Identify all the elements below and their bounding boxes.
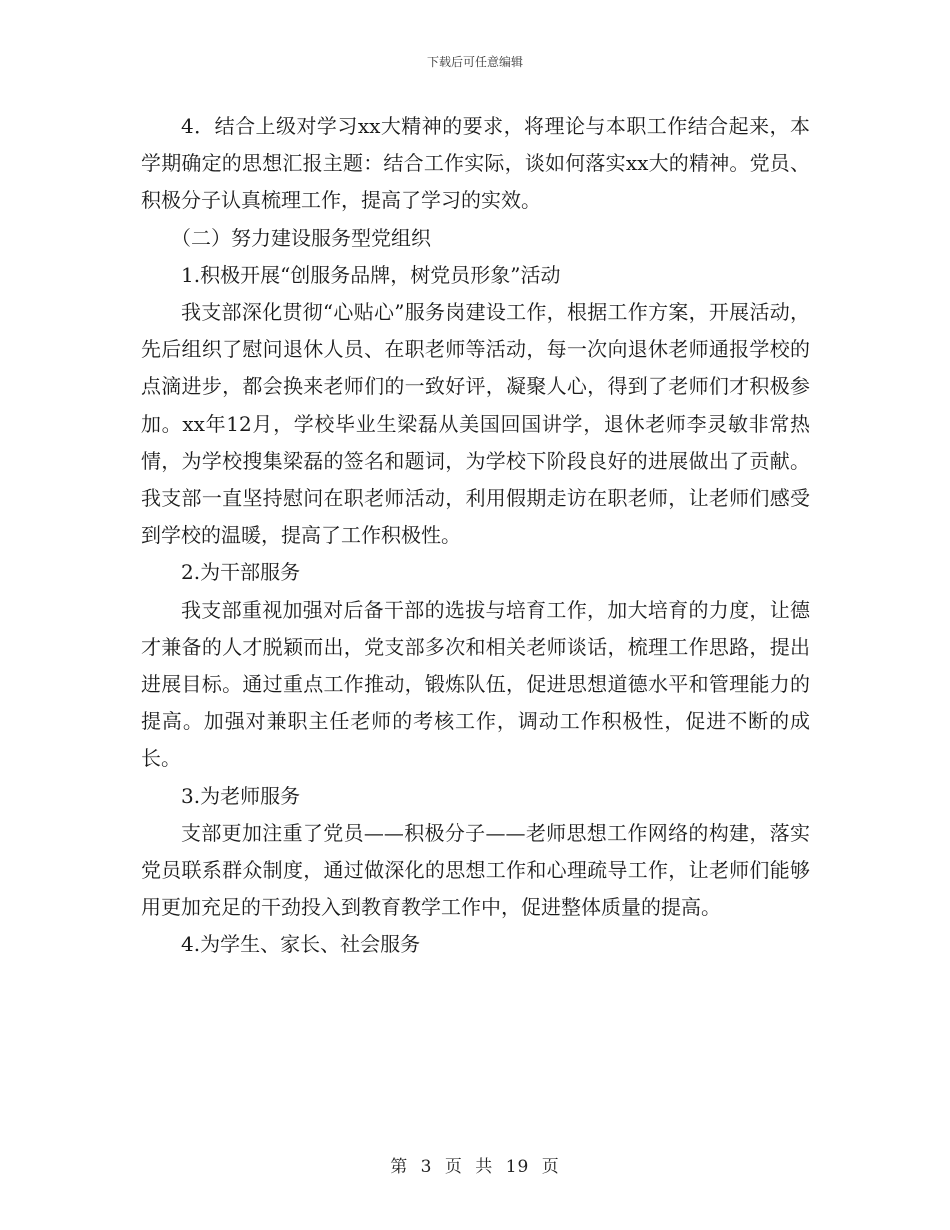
- page-footer: [0, 1152, 950, 1177]
- paragraph-service-brand: 我支部深化贯彻“心贴心”服务岗建设工作，根据工作方案，开展活动，先后组织了慰问退休人员、在职老师等活动，每一次向退休老师通报学校的点滴进步，都会换来老师们的一致好评，凝聚人心，得到了老师们才积极参加。xx年12月，学校毕业生梁磊从美国回国讲学，退休老师李灵敏非常热情，为学校搜集梁磊的签名和题词，为学校下阶段良好的进展做出了贡献。我支部一直坚持慰问在职老师活动，利用假期走访在职老师，让老师们感受到学校的温暖，提高了工作积极性。: [141, 300, 810, 548]
- subsection-heading-4: 4.为学生、家长、社会服务: [181, 932, 421, 957]
- section-heading-2: （二）努力建设服务型党组织: [171, 225, 431, 250]
- subsection-heading-3: 3.为老师服务: [181, 783, 301, 808]
- footer-total-pages: 19: [505, 1157, 530, 1177]
- footer-page-word: 页: [444, 1157, 463, 1177]
- footer-total-word: 共: [475, 1157, 494, 1177]
- page-header-note: 下载后可任意编辑: [426, 55, 523, 69]
- subsection-heading-2: 2.为干部服务: [181, 560, 301, 585]
- paragraph-teacher-service: 支部更加注重了党员——积极分子——老师思想工作网络的构建，落实党员联系群众制度，通过做深化的思想工作和心理疏导工作，让老师们能够用更加充足的干劲投入到教育教学工作中，促进整体质量的提高。: [141, 820, 810, 920]
- footer-suffix: 页: [541, 1157, 560, 1177]
- footer-prefix: 第: [390, 1157, 409, 1177]
- paragraph-cadre-service: 我支部重视加强对后备干部的选拔与培育工作，加大培育的力度，让德才兼备的人才脱颖而出，党支部多次和相关老师谈话，梳理工作思路，提出进展目标。通过重点工作推动，锻炼队伍，促进思想道德水平和管理能力的提高。加强对兼职主任老师的考核工作，调动工作积极性，促进不断的成长。: [141, 597, 810, 771]
- footer-current-page: 3: [420, 1157, 433, 1177]
- document-body: [141, 108, 810, 964]
- subsection-heading-1: 1.积极开展“创服务品牌，树党员形象”活动: [181, 262, 561, 287]
- paragraph-4: 4．结合上级对学习xx大精神的要求，将理论与本职工作结合起来，本学期确定的思想汇报主题：结合工作实际，谈如何落实xx大的精神。党员、积极分子认真梳理工作，提高了学习的实效。: [141, 114, 810, 213]
